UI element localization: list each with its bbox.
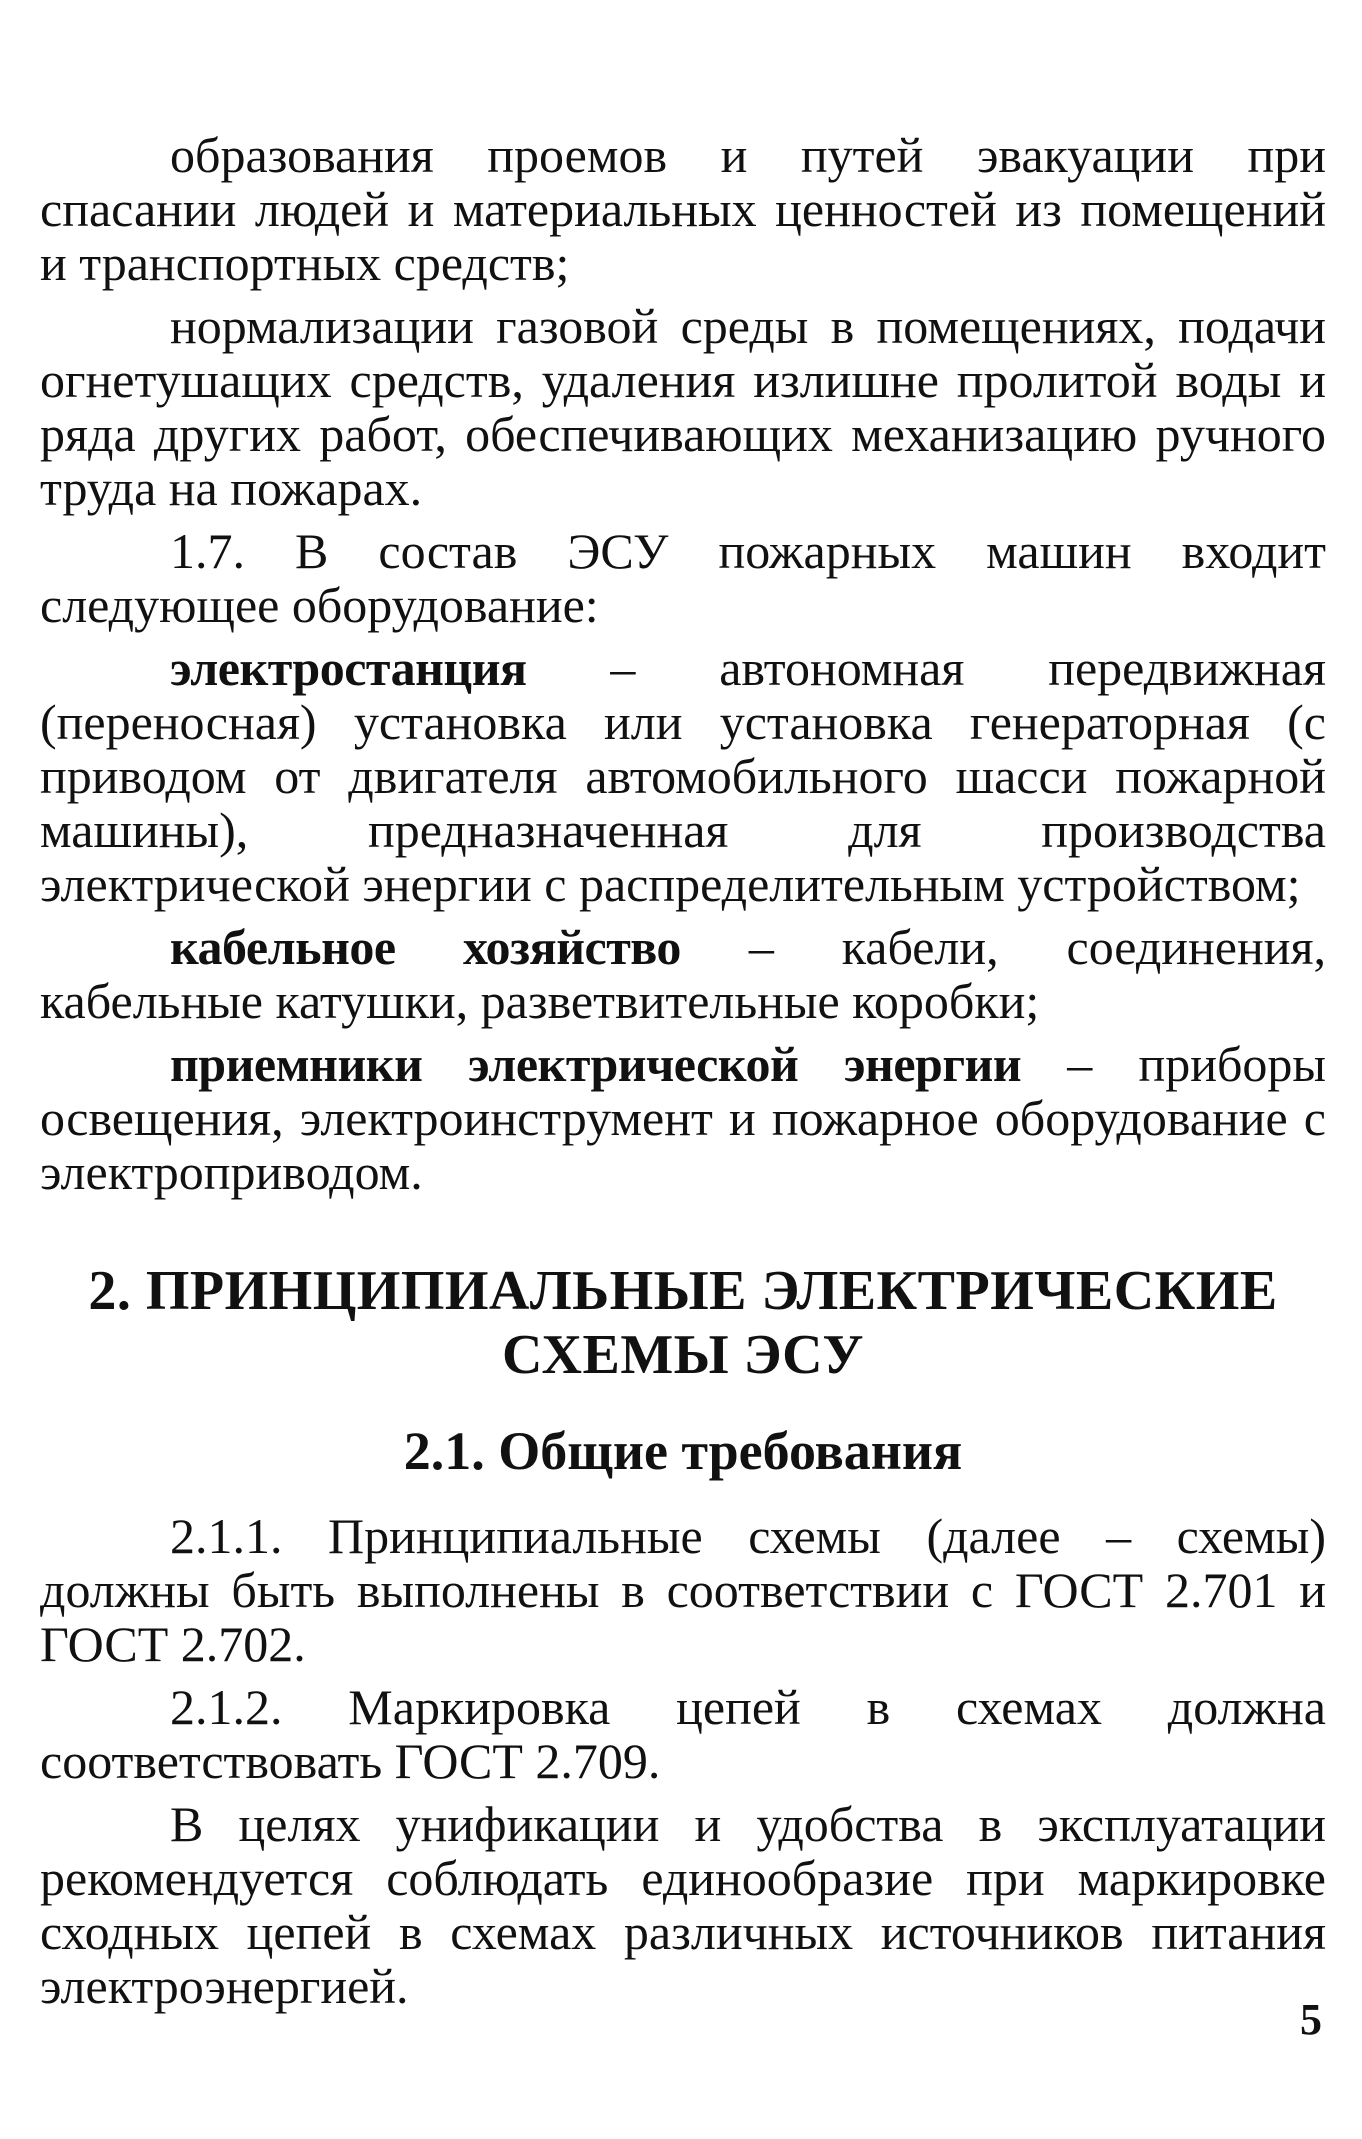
section-heading-line-1: 2. ПРИНЦИПИАЛЬНЫЕ ЭЛЕКТРИЧЕСКИЕ: [88, 1260, 1278, 1322]
term-power-station: электростанция: [170, 640, 527, 696]
definition-cable-equipment: – кабели, соединения, кабельные катушки, разветвительные коробки;: [40, 919, 1327, 1029]
term-cable-equipment: кабельное хозяйство: [170, 919, 681, 975]
paragraph-2-1-2: 2.1.2. Маркировка цепей в схемах должна соответствовать ГОСТ 2.709.: [40, 1679, 1326, 1789]
definition-power-station: – автономная передвижная (переносная) установка или установка генераторная (с приводом от двигателя автомобильного шасси пожарной машины), предназначенная для производства электрической энергии с распределительным устройством;: [40, 640, 1326, 912]
paragraph-gas-normalization: нормализации газовой среды в помещениях, подачи огнетушащих средств, удаления излишне пролитой воды и ряда других работ, обеспечивающих механизацию ручного труда на пожарах.: [40, 298, 1326, 516]
paragraph-evacuation: образования проемов и путей эвакуации при спасании людей и материальных ценностей из помещений и транспортных средств;: [40, 127, 1326, 291]
document-page: [40, 128, 1326, 2022]
paragraph-power-station: [40, 641, 1326, 911]
paragraph-energy-receivers: [40, 1037, 1326, 1199]
paragraph-cable-equipment: [40, 920, 1326, 1028]
paragraph-1-7: 1.7. В состав ЭСУ пожарных машин входит следующее оборудование:: [40, 523, 1326, 633]
page-number: 5: [1300, 1995, 1322, 2044]
section-heading: [40, 1259, 1326, 1387]
paragraph-2-1-1: 2.1.1. Принципиальные схемы (далее – схемы) должны быть выполнены в соответствии с ГОСТ 2.701 и ГОСТ 2.702.: [40, 1508, 1326, 1672]
section-heading-line-2: СХЕМЫ ЭСУ: [502, 1324, 864, 1386]
subsection-heading: 2.1. Общие требования: [403, 1421, 963, 1481]
term-energy-receivers: приемники электрической энергии: [170, 1036, 1022, 1092]
paragraph-unification: В целях унификации и удобства в эксплуатации рекомендуется соблюдать единообразие при маркировке сходных цепей в схемах различных источников питания электроэнергией.: [40, 1796, 1326, 2014]
definition-energy-receivers: – приборы освещения, электроинструмент и пожарное оборудование с электроприводом.: [40, 1036, 1326, 1200]
